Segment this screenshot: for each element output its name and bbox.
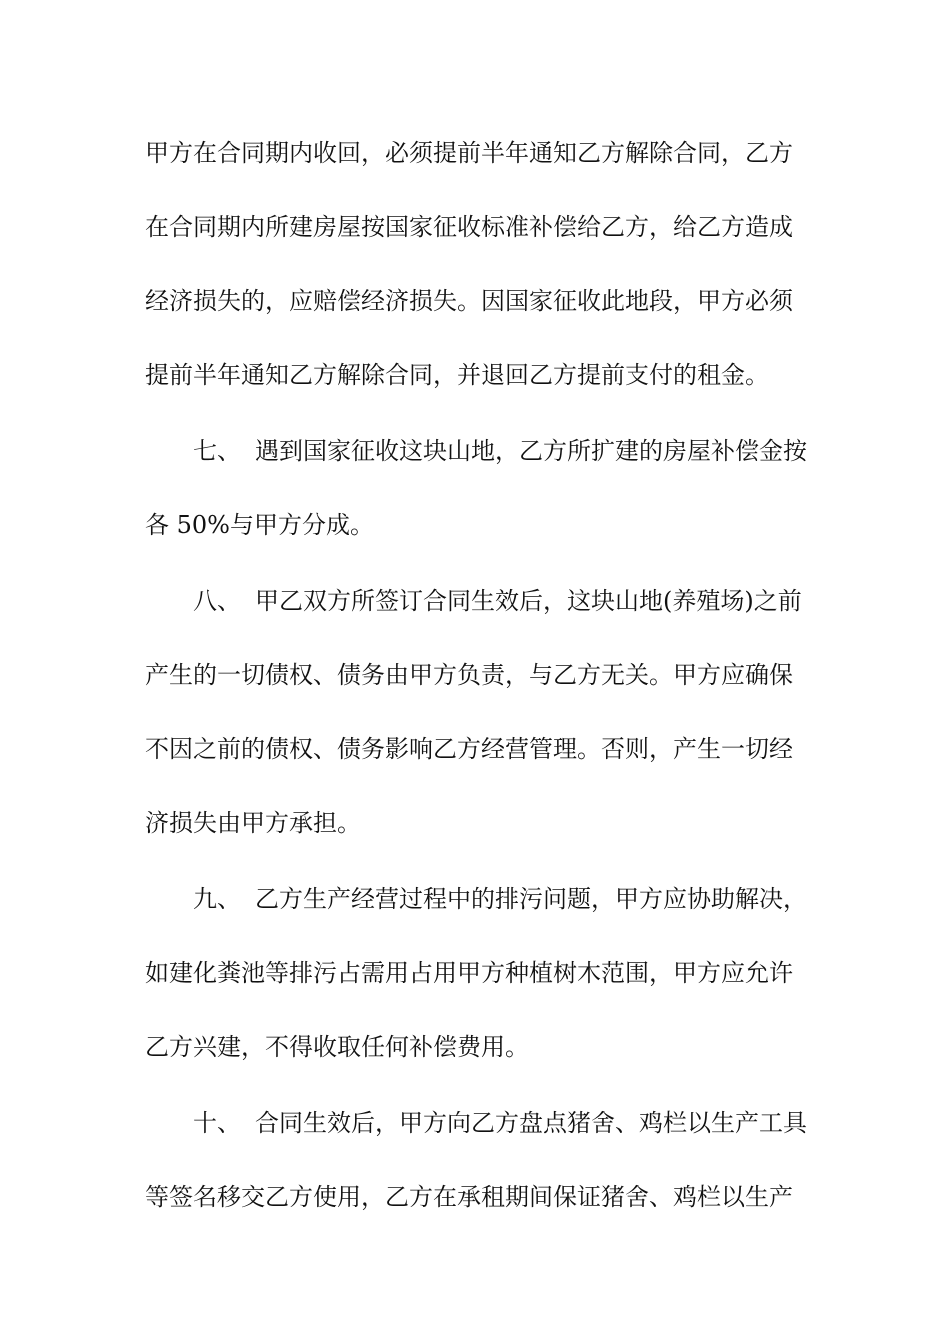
text-line: 提前半年通知乙方解除合同，并退回乙方提前支付的租金。 [145,361,769,389]
text-line: 济损失由甲方承担。 [145,809,361,837]
clause-nine-first-line [193,884,807,914]
text-line: 产生的一切债权、债务由甲方负责，与乙方无关。甲方应确保 [145,661,793,689]
text-line: 等签名移交乙方使用，乙方在承租期间保证猪舍、鸡栏以生产 [145,1183,793,1211]
text-line: 不因之前的债权、债务影响乙方经营管理。否则，产生一切经 [145,735,793,763]
clause-text: 遇到国家征收这块山地，乙方所扩建的房屋补偿金按 [255,437,807,465]
clause-eight-first-line [193,586,802,616]
clause-number: 八、 [193,587,241,615]
clause-number: 九、 [193,885,241,913]
text-line: 乙方兴建，不得收取任何补偿费用。 [145,1033,529,1061]
text-line: 在合同期内所建房屋按国家征收标准补偿给乙方，给乙方造成 [145,213,793,241]
text-line: 经济损失的，应赔偿经济损失。因国家征收此地段，甲方必须 [145,287,793,315]
text-line: 如建化粪池等排污占需用占用甲方种植树木范围，甲方应允许 [145,959,793,987]
text-line: 各 50%与甲方分成。 [145,511,374,539]
clause-seven-first-line [193,436,807,466]
clause-number: 七、 [193,437,241,465]
text-line: 甲方在合同期内收回，必须提前半年通知乙方解除合同，乙方 [145,139,793,167]
clause-text: 甲乙双方所签订合同生效后，这块山地(养殖场)之前 [255,587,802,615]
clause-ten-first-line [193,1108,807,1138]
clause-text: 合同生效后，甲方向乙方盘点猪舍、鸡栏以生产工具 [255,1109,807,1137]
clause-text: 乙方生产经营过程中的排污问题，甲方应协助解决， [255,885,807,913]
clause-number: 十、 [193,1109,241,1137]
